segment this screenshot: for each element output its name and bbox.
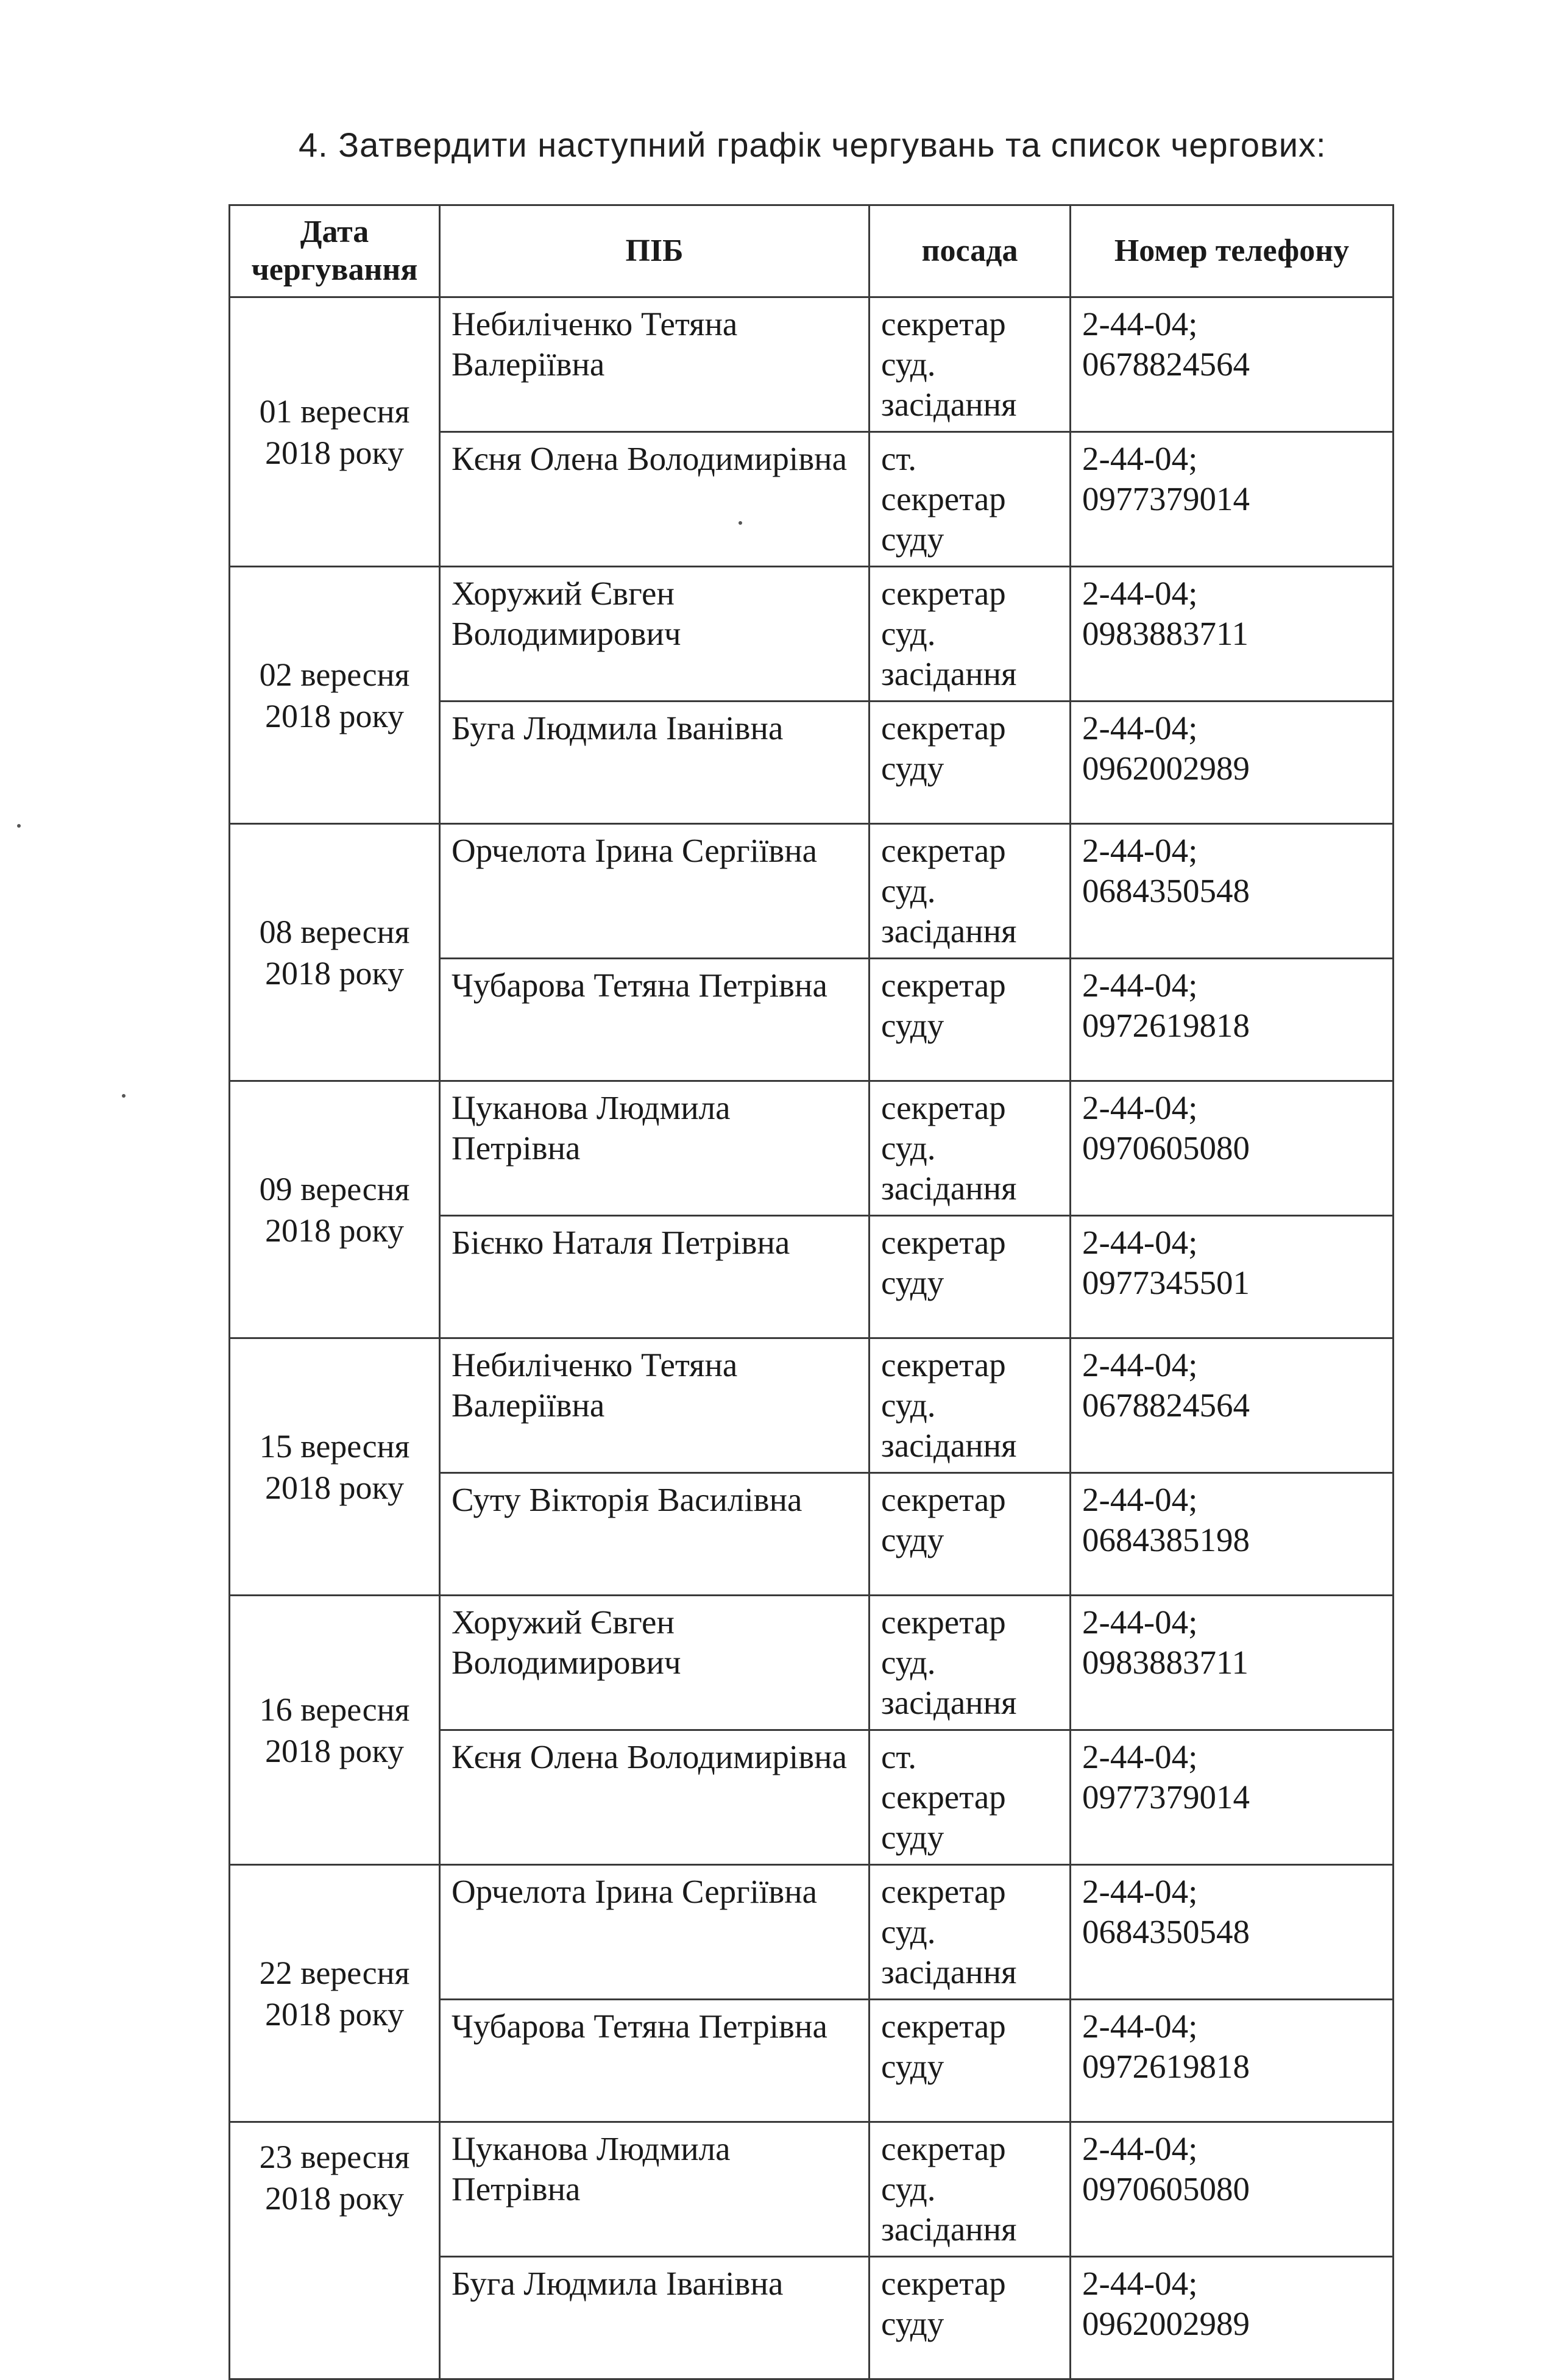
position-text: секретар: [881, 480, 1006, 517]
header-name: ПІБ: [440, 205, 870, 297]
phone-text: 2-44-04;: [1082, 709, 1198, 747]
position-cell: [870, 1081, 1071, 1216]
name-cell: Цуканова Людмила Петрівна: [440, 1081, 870, 1216]
position-text: суд.: [881, 1913, 936, 1950]
position-text: суд.: [881, 1387, 936, 1424]
position-cell: [870, 297, 1071, 432]
table-row: [230, 1081, 1394, 1216]
date-text: 2018 року: [265, 434, 404, 471]
duty-schedule-table: [228, 204, 1394, 2380]
position-text: суд.: [881, 1129, 936, 1167]
position-text: секретар: [881, 2265, 1006, 2302]
phone-text: 0977379014: [1082, 480, 1250, 517]
position-cell: [870, 567, 1071, 702]
phone-text: 2-44-04;: [1082, 1873, 1198, 1910]
phone-text: 0983883711: [1082, 615, 1249, 652]
phone-text: 0678824564: [1082, 1387, 1250, 1424]
date-cell: [230, 1081, 440, 1338]
scan-speck: [122, 1094, 126, 1098]
phone-cell: [1071, 702, 1394, 824]
position-text: засідання: [881, 1427, 1017, 1464]
date-text: 22 вересня: [259, 1954, 410, 1991]
date-cell: [230, 2122, 440, 2379]
phone-text: 0684350548: [1082, 1913, 1250, 1950]
position-text: секретар: [881, 1481, 1006, 1518]
phone-cell: [1071, 1216, 1394, 1338]
position-text: секретар: [881, 1873, 1006, 1910]
position-text: секретар: [881, 832, 1006, 869]
position-text: суд.: [881, 346, 936, 383]
position-text: секретар: [881, 1778, 1006, 1816]
phone-text: 0678824564: [1082, 346, 1250, 383]
header-date-line2: чергування: [251, 252, 418, 287]
position-cell: [870, 1730, 1071, 1865]
date-text: 2018 року: [265, 1995, 404, 2033]
position-cell: [870, 2000, 1071, 2122]
phone-cell: [1071, 567, 1394, 702]
position-cell: [870, 2257, 1071, 2379]
date-cell: [230, 297, 440, 567]
table-row: [230, 297, 1394, 432]
phone-text: 0970605080: [1082, 1129, 1250, 1167]
name-cell: Суту Вікторія Василівна: [440, 1473, 870, 1596]
position-text: засідання: [881, 1684, 1017, 1721]
name-cell: Орчелота Ірина Сергіївна: [440, 1865, 870, 2000]
position-text: секретар: [881, 575, 1006, 612]
name-cell: Буга Людмила Іванівна: [440, 2257, 870, 2379]
phone-text: 2-44-04;: [1082, 967, 1198, 1004]
date-text: 2018 року: [265, 954, 404, 992]
position-text: суду: [881, 1521, 944, 1558]
phone-text: 0684350548: [1082, 872, 1250, 909]
header-phone: Номер телефону: [1071, 205, 1394, 297]
table-row: [230, 1865, 1394, 2000]
name-cell: Кєня Олена Володимирівна: [440, 432, 870, 567]
phone-text: 2-44-04;: [1082, 1604, 1198, 1641]
position-cell: [870, 1338, 1071, 1473]
phone-text: 0983883711: [1082, 1644, 1249, 1681]
date-cell: [230, 1865, 440, 2122]
date-cell: [230, 567, 440, 824]
position-cell: [870, 1596, 1071, 1730]
phone-cell: [1071, 297, 1394, 432]
position-text: суд.: [881, 2170, 936, 2208]
position-text: суду: [881, 1819, 944, 1856]
date-text: 15 вересня: [259, 1427, 410, 1465]
position-text: секретар: [881, 2130, 1006, 2167]
position-text: секретар: [881, 305, 1006, 343]
name-cell: Цуканова Людмила Петрівна: [440, 2122, 870, 2257]
position-text: засідання: [881, 386, 1017, 423]
position-text: ст.: [881, 1738, 917, 1775]
phone-text: 2-44-04;: [1082, 2265, 1198, 2302]
position-cell: [870, 2122, 1071, 2257]
phone-text: 0684385198: [1082, 1521, 1250, 1558]
position-text: засідання: [881, 1953, 1017, 1991]
date-text: 2018 року: [265, 1732, 404, 1769]
phone-cell: [1071, 1473, 1394, 1596]
position-text: суду: [881, 2048, 944, 2085]
phone-text: 2-44-04;: [1082, 1089, 1198, 1126]
phone-cell: [1071, 959, 1394, 1081]
date-text: 01 вересня: [259, 393, 410, 430]
scan-speck: [17, 824, 21, 828]
header-date-line1: Дата: [300, 215, 369, 249]
phone-text: 0962002989: [1082, 750, 1250, 787]
phone-cell: [1071, 2122, 1394, 2257]
table-body: [230, 297, 1394, 2379]
position-text: суд.: [881, 1644, 936, 1681]
date-text: 09 вересня: [259, 1170, 410, 1207]
position-text: суду: [881, 1007, 944, 1044]
date-text: 02 вересня: [259, 656, 410, 693]
phone-cell: [1071, 1865, 1394, 2000]
phone-cell: [1071, 1081, 1394, 1216]
table-row: [230, 824, 1394, 959]
date-cell: [230, 1338, 440, 1596]
position-cell: [870, 432, 1071, 567]
position-text: ст.: [881, 440, 917, 477]
name-cell: Хоружий Євген Володимирович: [440, 1596, 870, 1730]
phone-text: 2-44-04;: [1082, 1346, 1198, 1384]
phone-cell: [1071, 1338, 1394, 1473]
position-text: секретар: [881, 1089, 1006, 1126]
position-text: секретар: [881, 2008, 1006, 2045]
header-date: [230, 205, 440, 297]
position-cell: [870, 824, 1071, 959]
position-text: секретар: [881, 967, 1006, 1004]
phone-text: 0977379014: [1082, 1778, 1250, 1816]
table-row: [230, 2122, 1394, 2257]
date-text: 16 вересня: [259, 1691, 410, 1728]
phone-text: 0962002989: [1082, 2305, 1250, 2342]
position-text: засідання: [881, 655, 1017, 692]
position-cell: [870, 1216, 1071, 1338]
name-cell: Небиліченко Тетяна Валеріївна: [440, 297, 870, 432]
table-header-row: [230, 205, 1394, 297]
phone-cell: [1071, 2257, 1394, 2379]
position-text: засідання: [881, 1170, 1017, 1207]
position-text: суду: [881, 2305, 944, 2342]
name-cell: Буга Людмила Іванівна: [440, 702, 870, 824]
date-cell: [230, 824, 440, 1081]
position-cell: [870, 959, 1071, 1081]
date-text: 08 вересня: [259, 913, 410, 950]
name-cell: Кєня Олена Володимирівна: [440, 1730, 870, 1865]
phone-text: 0972619818: [1082, 2048, 1250, 2085]
phone-cell: [1071, 1596, 1394, 1730]
phone-text: 2-44-04;: [1082, 440, 1198, 477]
position-cell: [870, 1473, 1071, 1596]
position-text: секретар: [881, 1604, 1006, 1641]
name-cell: Чубарова Тетяна Петрівна: [440, 2000, 870, 2122]
phone-text: 0972619818: [1082, 1007, 1250, 1044]
date-text: 2018 року: [265, 697, 404, 734]
position-text: суду: [881, 750, 944, 787]
date-text: 2018 року: [265, 2180, 404, 2217]
phone-cell: [1071, 824, 1394, 959]
name-cell: Небиліченко Тетяна Валеріївна: [440, 1338, 870, 1473]
phone-cell: [1071, 1730, 1394, 1865]
name-cell: Хоружий Євген Володимирович: [440, 567, 870, 702]
date-cell: [230, 1596, 440, 1865]
position-cell: [870, 702, 1071, 824]
phone-text: 2-44-04;: [1082, 832, 1198, 869]
phone-text: 2-44-04;: [1082, 575, 1198, 612]
phone-text: 2-44-04;: [1082, 305, 1198, 343]
date-text: 2018 року: [265, 1469, 404, 1506]
name-cell: Чубарова Тетяна Петрівна: [440, 959, 870, 1081]
position-text: суду: [881, 520, 944, 558]
position-text: суд.: [881, 615, 936, 652]
table-row: [230, 1596, 1394, 1730]
position-text: секретар: [881, 709, 1006, 747]
phone-text: 2-44-04;: [1082, 1738, 1198, 1775]
item-heading: 4. Затвердити наступний графік чергувань та список чергових:: [299, 126, 1327, 164]
phone-text: 0970605080: [1082, 2170, 1250, 2208]
phone-cell: [1071, 2000, 1394, 2122]
position-text: суд.: [881, 872, 936, 909]
phone-text: 2-44-04;: [1082, 1481, 1198, 1518]
header-position: посада: [870, 205, 1071, 297]
phone-text: 0977345501: [1082, 1264, 1250, 1301]
position-text: суду: [881, 1264, 944, 1301]
scan-speck: [739, 521, 742, 525]
position-cell: [870, 1865, 1071, 2000]
phone-text: 2-44-04;: [1082, 2008, 1198, 2045]
table-row: [230, 567, 1394, 702]
phone-text: 2-44-04;: [1082, 2130, 1198, 2167]
table-row: [230, 1338, 1394, 1473]
date-text: 23 вересня: [259, 2139, 410, 2175]
phone-cell: [1071, 432, 1394, 567]
phone-text: 2-44-04;: [1082, 1224, 1198, 1261]
date-text: 2018 року: [265, 1212, 404, 1249]
position-text: секретар: [881, 1346, 1006, 1384]
position-text: секретар: [881, 1224, 1006, 1261]
name-cell: Бієнко Наталя Петрівна: [440, 1216, 870, 1338]
position-text: засідання: [881, 2211, 1017, 2248]
position-text: засідання: [881, 912, 1017, 950]
name-cell: Орчелота Ірина Сергіївна: [440, 824, 870, 959]
